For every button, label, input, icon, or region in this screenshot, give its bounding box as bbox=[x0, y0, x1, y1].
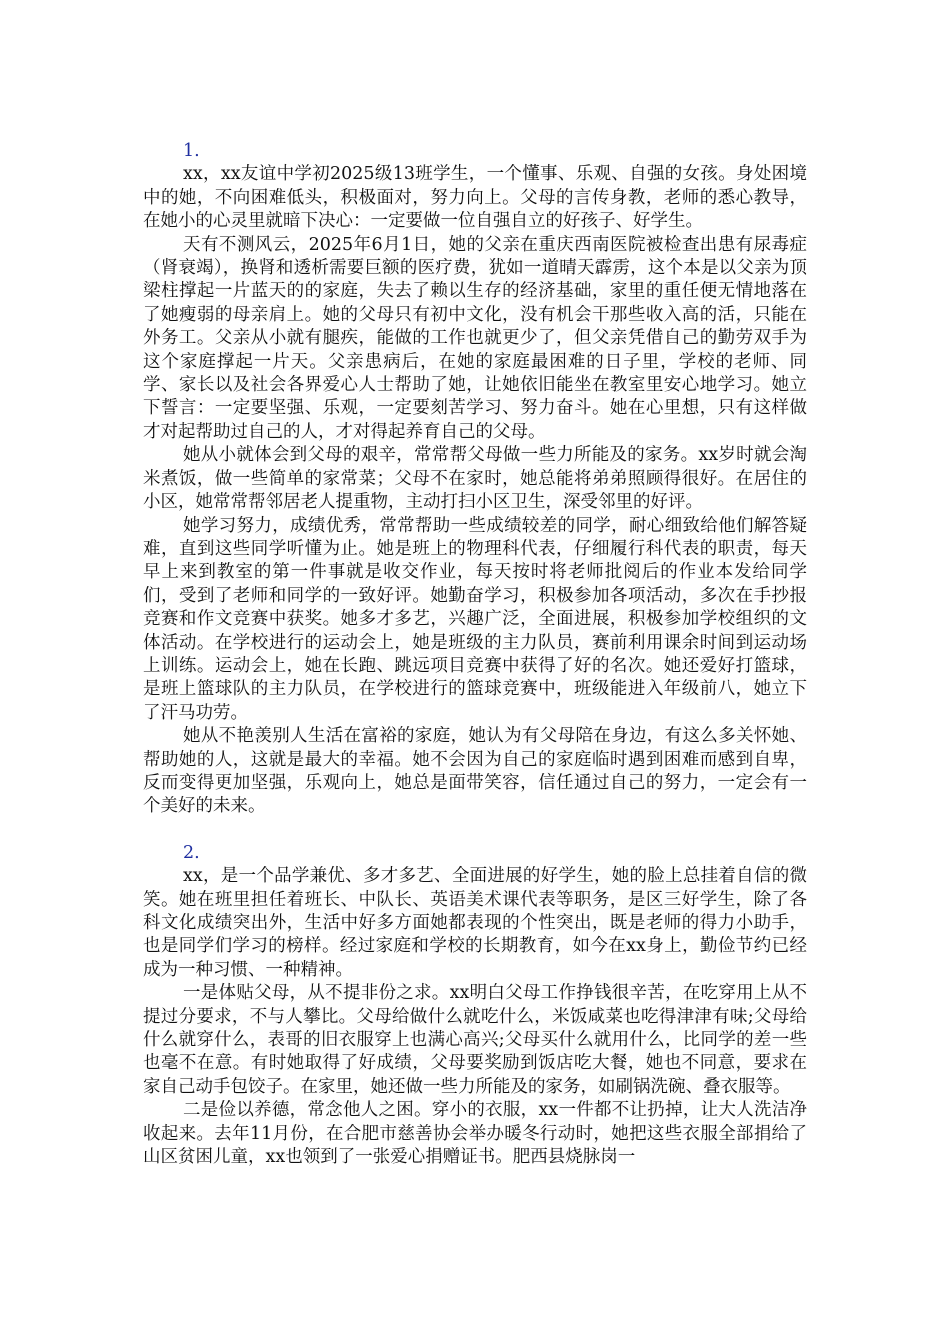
paragraph: 一是体贴父母，从不提非份之求。xx明白父母工作挣钱很辛苦，在吃穿用上从不提过分要求，不与人攀比。父母给做什么就吃什么，米饭咸菜也吃得津津有味;父母给什么就穿什么，表哥的旧衣服穿上也满心高兴;父母买什么就用什么，比同学的差一些也毫不在意。有时她取得了好成绩，父母要奖励到饭店吃大餐，她也不同意，要求在家自己动手包饺子。在家里，她还做一些力所能及的家务，如刷锅洗碗、叠衣服等。 bbox=[143, 983, 807, 1097]
section-2 bbox=[143, 842, 807, 1170]
paragraph: xx，xx友谊中学初2025级13班学生，一个懂事、乐观、自强的女孩。身处困境中的她，不向困难低头，积极面对，努力向上。父母的言传身教，老师的悉心教导，在她小的心灵里就暗下决心：一定要做一位自强自立的好孩子、好学生。 bbox=[143, 164, 807, 232]
document-body bbox=[143, 140, 807, 1169]
section-1 bbox=[143, 140, 807, 819]
paragraph: 她学习努力，成绩优秀，常常帮助一些成绩较差的同学，耐心细致给他们解答疑难，直到这些同学听懂为止。她是班上的物理科代表，仔细履行科代表的职责，每天早上来到教室的第一件事就是收交作业，每天按时将老师批阅后的作业本发给同学们，受到了老师和同学的一致好评。她勤奋学习，积极参加各项活动，多次在手抄报竞赛和作文竞赛中获奖。她多才多艺，兴趣广泛，全面进展，积极参加学校组织的文体活动。在学校进行的运动会上，她是班级的主力队员，赛前利用课余时间到运动场上训练。运动会上，她在长跑、跳远项目竞赛中获得了好的名次。她还爱好打篮球，是班上篮球队的主力队员，在学校进行的篮球竞赛中，班级能进入年级前八，她立下了汗马功劳。 bbox=[143, 515, 807, 723]
paragraph: xx，是一个品学兼优、多才多艺、全面进展的好学生，她的脸上总挂着自信的微笑。她在班里担任着班长、中队长、英语美术课代表等职务，是区三好学生，除了各科文化成绩突出外，生活中好多方面她都表现的个性突出，既是老师的得力小助手，也是同学们学习的榜样。经过家庭和学校的长期教育，如今在xx身上，勤俭节约已经成为一种习惯、一种精神。 bbox=[143, 866, 807, 980]
paragraph: 天有不测风云，2025年6月1日，她的父亲在重庆西南医院被检查出患有尿毒症（肾衰竭），换肾和透析需要巨额的医疗费，犹如一道晴天霹雳，这个本是以父亲为顶梁柱撑起一片蓝天的的家庭，失去了赖以生存的经济基础，家里的重任便无情地落在了她瘦弱的母亲肩上。她的父母只有初中文化，没有机会干那些收入高的活，只能在外务工。父亲从小就有腿疾，能做的工作也就更少了，但父亲凭借自己的勤劳双手为这个家庭撑起一片天。父亲患病后，在她的家庭最困难的日子里，学校的老师、同学、家长以及社会各界爱心人士帮助了她，让她依旧能坐在教室里安心地学习。她立下誓言：一定要坚强、乐观，一定要刻苦学习、努力奋斗。她在心里想，只有这样做才对起帮助过自己的人，才对得起养育自己的父母。 bbox=[143, 234, 807, 442]
section-number: 2. bbox=[183, 842, 200, 863]
section-number: 1. bbox=[183, 141, 200, 161]
paragraph: 她从小就体会到父母的艰辛，常常帮父母做一些力所能及的家务。xx岁时就会淘米煮饭，做一些简单的家常菜；父母不在家时，她总能将弟弟照顾得很好。在居住的小区，她常常帮邻居老人提重物，主动打扫小区卫生，深受邻里的好评。 bbox=[143, 445, 807, 513]
paragraph: 她从不艳羡别人生活在富裕的家庭，她认为有父母陪在身边，有这么多关怀她、帮助她的人，这就是最大的幸福。她不会因为自己的家庭临时遇到困难而感到自卑，反而变得更加坚强，乐观向上，她总是面带笑容，信任通过自己的努力，一定会有一个美好的未来。 bbox=[143, 726, 807, 817]
paragraph: 二是俭以养德，常念他人之困。穿小的衣服，xx一件都不让扔掉，让大人洗洁净收起来。去年11月份，在合肥市慈善协会举办暖冬行动时，她把这些衣服全部捐给了山区贫困儿童，xx也领到了一张爱心捐赠证书。肥西县烧脉岗一 bbox=[143, 1100, 807, 1168]
